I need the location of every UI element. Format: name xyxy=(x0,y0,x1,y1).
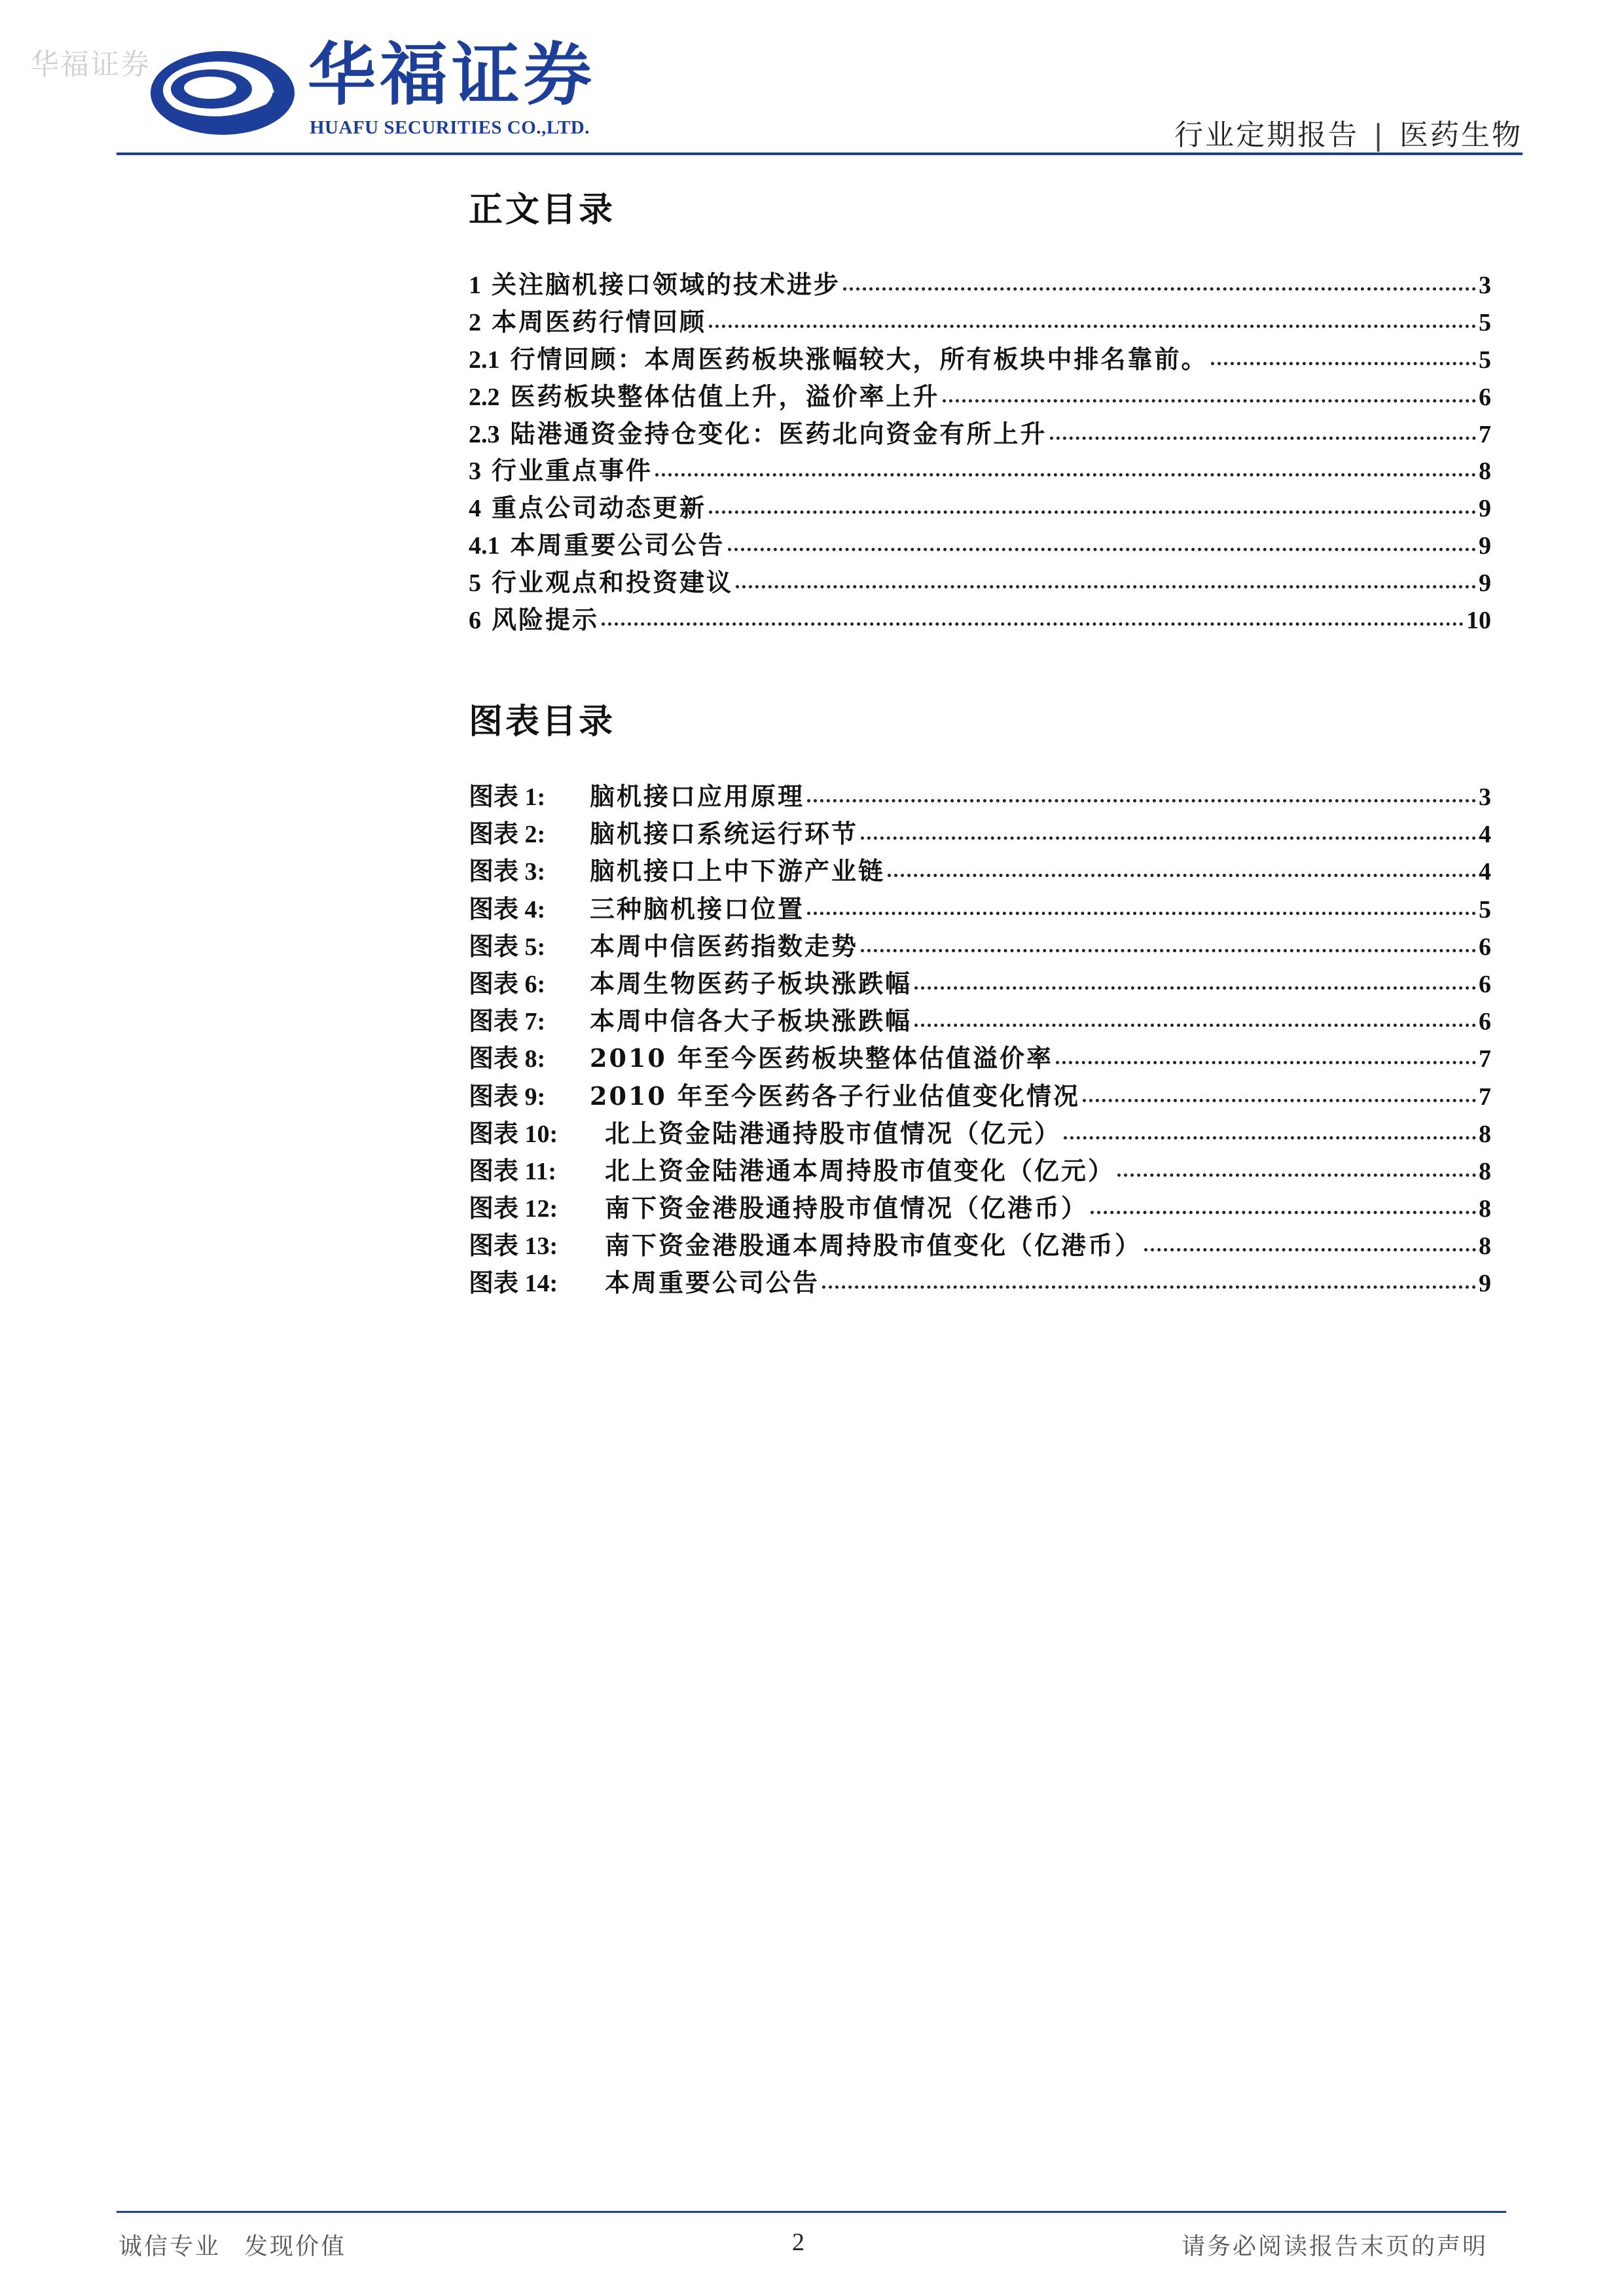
toc-leader xyxy=(602,622,1464,626)
toc-leader xyxy=(807,912,1476,915)
toc-entry[interactable] xyxy=(469,450,1491,488)
footer-disclaimer: 请务必阅读报告末页的声明 xyxy=(1181,2233,1488,2260)
toc-entry[interactable] xyxy=(469,525,1491,562)
report-sector: 医药生物 xyxy=(1399,118,1523,152)
toc-leader xyxy=(728,548,1476,551)
figure-entry-page: 9 xyxy=(1479,1270,1491,1298)
toc-leader xyxy=(843,287,1476,291)
toc-entry-title: 本周重要公司公告 xyxy=(510,530,725,560)
figure-entry-num: 图表 4: xyxy=(469,895,546,924)
toc-leader xyxy=(943,399,1476,403)
toc-leader xyxy=(709,325,1476,328)
figure-entry-page: 8 xyxy=(1479,1195,1491,1223)
figure-entry-num: 图表 6: xyxy=(469,970,546,998)
footer-slogan xyxy=(118,2228,346,2261)
toc-entry-page: 9 xyxy=(1479,495,1491,523)
toc-entry-page: 3 xyxy=(1479,272,1491,299)
figure-entry-title: 本周中信各大子板块涨跌幅 xyxy=(590,1006,912,1036)
toc-leader xyxy=(914,986,1476,990)
toc-entry-page: 6 xyxy=(1479,383,1491,411)
toc-leader xyxy=(1117,1174,1476,1177)
figure-entry-title: 三种脑机接口位置 xyxy=(590,893,805,924)
figure-entry-title: 脑机接口应用原理 xyxy=(590,781,805,811)
toc-entry-page: 7 xyxy=(1479,420,1491,448)
footer-slogan-1: 诚信专业 xyxy=(118,2233,221,2260)
toc-entry[interactable] xyxy=(469,264,1491,302)
figure-entry[interactable] xyxy=(469,1225,1491,1263)
figure-entry-num: 图表 11: xyxy=(469,1157,557,1185)
figure-entry[interactable] xyxy=(469,1113,1491,1151)
toc-leader xyxy=(1056,1061,1476,1064)
figure-entry-title: 北上资金陆港通持股市值情况（亿元） xyxy=(605,1118,1062,1148)
figure-entry-page: 4 xyxy=(1479,821,1491,849)
figure-entry[interactable] xyxy=(469,926,1491,963)
logo-name-cn: 华福证券 xyxy=(308,35,596,115)
figure-entry-num: 图表 5: xyxy=(469,933,546,961)
toc-entry[interactable] xyxy=(469,414,1491,451)
toc-leader xyxy=(861,949,1476,952)
toc-entry-num: 5 xyxy=(469,569,481,598)
toc-entry-page: 10 xyxy=(1466,607,1491,635)
logo-name-en: HUAFU SECURITIES CO.,LTD. xyxy=(310,117,590,138)
toc-entry[interactable] xyxy=(469,376,1491,414)
toc-entry-num: 1 xyxy=(469,272,481,299)
toc-entry-num: 4.1 xyxy=(469,532,500,560)
toc-entry-title: 陆港通资金持仓变化：医药北向资金有所上升 xyxy=(510,418,1047,448)
page-number: 2 xyxy=(792,2229,804,2256)
figure-entry-page: 6 xyxy=(1479,1008,1491,1036)
footer-slogan-2: 发现价值 xyxy=(244,2233,347,2260)
figure-entry-num: 图表 8: xyxy=(469,1045,546,1073)
figure-entry-page: 6 xyxy=(1479,933,1491,961)
toc-leader xyxy=(736,585,1476,588)
toc-leader xyxy=(807,799,1476,802)
figure-entry-page: 7 xyxy=(1479,1083,1491,1111)
toc-entry-title: 医药板块整体估值上升，溢价率上升 xyxy=(510,381,940,411)
figure-entry[interactable] xyxy=(469,814,1491,851)
toc-entry-page: 9 xyxy=(1479,569,1491,598)
figure-entry-page: 6 xyxy=(1479,970,1491,998)
figure-entry[interactable] xyxy=(469,1076,1491,1113)
toc-entry[interactable] xyxy=(469,302,1491,339)
figure-entry-num: 图表 14: xyxy=(469,1270,558,1298)
figure-entry-page: 8 xyxy=(1479,1120,1491,1148)
figure-entry-num: 图表 12: xyxy=(469,1195,558,1223)
toc-entry-num: 2.1 xyxy=(469,346,500,374)
toc-entry-title: 本周医药行情回顾 xyxy=(492,306,707,336)
report-category xyxy=(1174,111,1523,153)
figure-entry-page: 7 xyxy=(1479,1045,1491,1073)
watermark: 华福证券 xyxy=(30,48,151,81)
figure-entry-page: 8 xyxy=(1479,1232,1491,1261)
figure-entry[interactable] xyxy=(469,1263,1491,1300)
report-type: 行业定期报告 xyxy=(1174,118,1360,152)
toc-entry-num: 2.2 xyxy=(469,383,500,411)
toc-leader xyxy=(822,1285,1476,1289)
toc-entry-title: 关注脑机接口领域的技术进步 xyxy=(492,270,841,299)
toc-figures-list xyxy=(469,776,1491,1300)
figure-entry[interactable] xyxy=(469,776,1491,814)
figure-entry-title: 脑机接口上中下游产业链 xyxy=(590,856,886,886)
toc-entry-title: 行业观点和投资建议 xyxy=(492,567,734,598)
figure-entry-page: 3 xyxy=(1479,783,1491,811)
footer-divider xyxy=(117,2211,1506,2213)
toc-leader xyxy=(1064,1136,1476,1139)
toc-entry-num: 2.3 xyxy=(469,420,500,448)
toc-main-title: 正文目录 xyxy=(469,190,616,230)
figure-entry-title: 本周生物医药子板块涨跌幅 xyxy=(590,968,912,998)
figure-entry-num: 图表 9: xyxy=(469,1083,546,1111)
toc-entry-page: 9 xyxy=(1479,532,1491,560)
toc-entry-page: 5 xyxy=(1479,346,1491,374)
toc-entry-page: 5 xyxy=(1479,308,1491,336)
figure-entry-num: 图表 10: xyxy=(469,1120,558,1148)
figure-entry-page: 5 xyxy=(1479,895,1491,924)
figure-entry-title: 2010 年至今医药各子行业估值变化情况 xyxy=(590,1081,1080,1111)
toc-entry[interactable] xyxy=(469,339,1491,376)
figure-entry-title: 本周中信医药指数走势 xyxy=(590,931,859,961)
figure-entry-title: 2010 年至今医药板块整体估值溢价率 xyxy=(590,1043,1053,1073)
figure-entry-title: 北上资金陆港通本周持股市值变化（亿元） xyxy=(605,1155,1115,1185)
toc-leader xyxy=(914,1024,1476,1027)
toc-main-list xyxy=(469,264,1491,637)
figure-entry-num: 图表 3: xyxy=(469,858,546,886)
toc-leader xyxy=(888,874,1476,877)
figure-entry-num: 图表 1: xyxy=(469,783,546,811)
figure-entry-title: 脑机接口系统运行环节 xyxy=(590,819,859,849)
toc-entry-title: 行业重点事件 xyxy=(492,456,653,486)
toc-entry-num: 2 xyxy=(469,308,481,336)
toc-entry-title: 风险提示 xyxy=(492,605,600,635)
figure-entry-title: 南下资金港股通持股市值情况（亿港币） xyxy=(605,1193,1089,1223)
toc-leader xyxy=(1211,362,1476,365)
toc-entry-num: 3 xyxy=(469,457,481,486)
toc-entry-title: 行情回顾：本周医药板块涨幅较大，所有板块中排名靠前。 xyxy=(510,344,1208,374)
figure-entry-num: 图表 7: xyxy=(469,1008,546,1036)
toc-entry-title: 重点公司动态更新 xyxy=(492,493,707,523)
huafu-logo-icon xyxy=(147,47,298,139)
toc-figures-title: 图表目录 xyxy=(469,702,616,742)
toc-entry-page: 8 xyxy=(1479,457,1491,486)
figure-entry-num: 图表 13: xyxy=(469,1232,558,1261)
figure-entry[interactable] xyxy=(469,1001,1491,1038)
toc-leader xyxy=(655,473,1476,476)
toc-entry[interactable] xyxy=(469,562,1491,600)
toc-entry-num: 4 xyxy=(469,495,481,523)
figure-entry[interactable] xyxy=(469,963,1491,1001)
figure-entry-page: 8 xyxy=(1479,1157,1491,1185)
toc-leader xyxy=(1083,1099,1476,1102)
toc-leader xyxy=(1144,1248,1476,1251)
figure-entry-title: 南下资金港股通本周持股市值变化（亿港币） xyxy=(605,1230,1142,1261)
figure-entry[interactable] xyxy=(469,1188,1491,1225)
header-separator: | xyxy=(1373,118,1385,152)
figure-entry-page: 4 xyxy=(1479,858,1491,886)
figure-entry[interactable] xyxy=(469,889,1491,926)
header-divider xyxy=(117,152,1523,155)
company-logo xyxy=(147,35,605,145)
figure-entry-num: 图表 2: xyxy=(469,821,546,849)
figure-entry-title: 本周重要公司公告 xyxy=(605,1268,820,1298)
toc-entry[interactable] xyxy=(469,488,1491,525)
toc-leader xyxy=(709,511,1476,514)
toc-leader xyxy=(1050,437,1476,440)
toc-entry[interactable] xyxy=(469,600,1491,637)
figure-entry[interactable] xyxy=(469,851,1491,888)
toc-leader xyxy=(861,836,1476,840)
figure-entry[interactable] xyxy=(469,1151,1491,1188)
figure-entry[interactable] xyxy=(469,1038,1491,1075)
toc-entry-num: 6 xyxy=(469,607,481,635)
toc-leader xyxy=(1091,1211,1476,1214)
